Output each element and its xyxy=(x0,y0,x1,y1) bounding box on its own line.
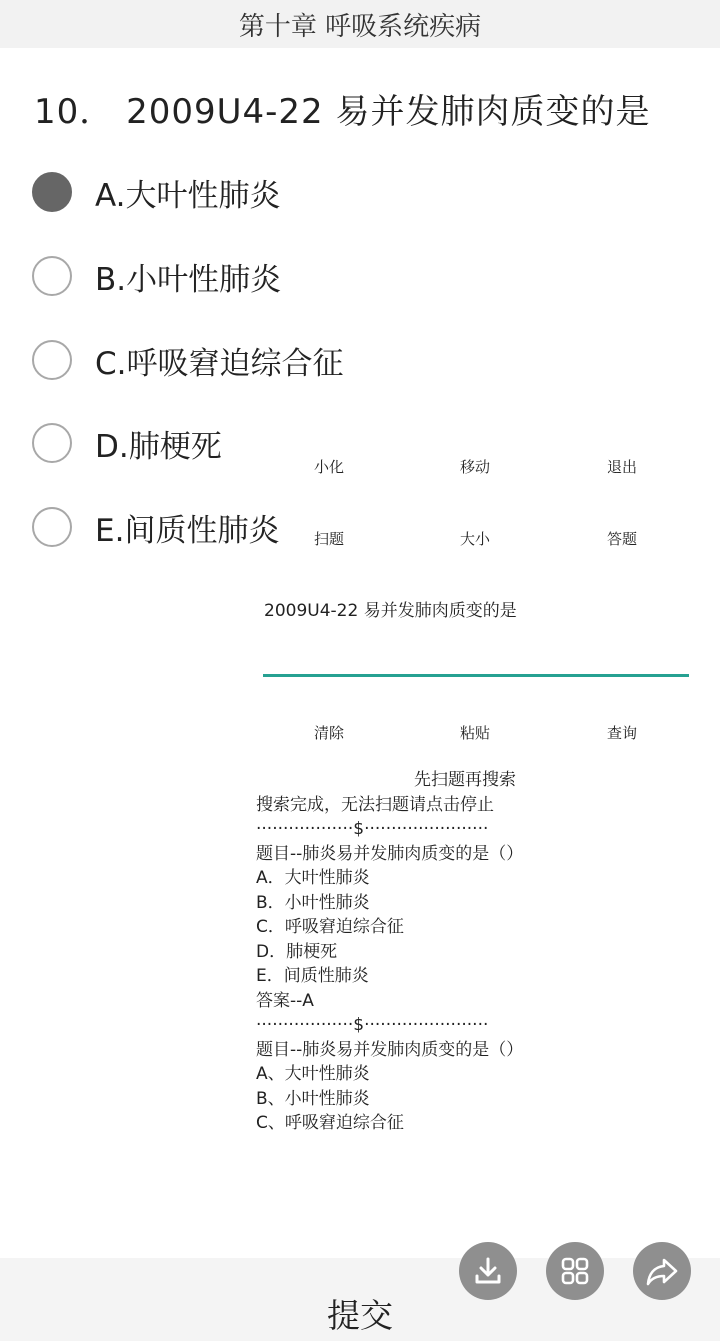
result-separator: ··················$······················· xyxy=(256,819,489,839)
result-line: E．间质性肺炎 xyxy=(256,966,369,986)
chapter-header xyxy=(0,0,720,48)
search-results[interactable] xyxy=(256,768,676,1133)
radio-icon[interactable] xyxy=(32,340,72,380)
option-c-label: C.呼吸窘迫综合征 xyxy=(95,345,344,382)
option-c[interactable] xyxy=(32,338,344,382)
radio-icon[interactable] xyxy=(32,507,72,547)
radio-icon[interactable] xyxy=(32,256,72,296)
result-line: B、小叶性肺炎 xyxy=(256,1088,370,1109)
radio-icon[interactable] xyxy=(32,423,72,463)
option-d-label: D.肺梗死 xyxy=(95,428,222,465)
share-icon xyxy=(644,1253,680,1289)
option-b-label: B.小叶性肺炎 xyxy=(95,261,282,298)
result-line: B．小叶性肺炎 xyxy=(256,892,370,913)
download-icon xyxy=(471,1254,505,1288)
result-line: D．肺梗死 xyxy=(256,941,338,962)
answer-button[interactable]: 答题 xyxy=(606,530,638,548)
option-d[interactable] xyxy=(32,421,222,465)
query-button[interactable]: 查询 xyxy=(606,724,638,742)
result-line: 题目--肺炎易并发肺肉质变的是（） xyxy=(256,843,524,864)
move-button[interactable]: 移动 xyxy=(459,458,491,476)
share-button[interactable] xyxy=(633,1242,691,1300)
download-button[interactable] xyxy=(459,1242,517,1300)
result-line: 搜索完成，无法扫题请点击停止 xyxy=(256,794,494,815)
option-a[interactable] xyxy=(32,170,281,214)
chapter-title: 第十章 呼吸系统疾病 xyxy=(238,11,482,42)
resize-button[interactable]: 大小 xyxy=(459,530,491,548)
result-separator: ··················$······················· xyxy=(256,1015,489,1035)
results-heading: 先扫题再搜索 xyxy=(414,770,516,790)
search-overlay xyxy=(250,440,720,1133)
result-line: C．呼吸窘迫综合征 xyxy=(256,917,404,937)
result-line: A、大叶性肺炎 xyxy=(256,1064,370,1084)
radio-selected-icon[interactable] xyxy=(32,172,72,212)
result-line: C、呼吸窘迫综合征 xyxy=(256,1113,404,1133)
option-b[interactable] xyxy=(32,254,281,298)
question-title: 10． 2009U4-22 易并发肺肉质变的是 xyxy=(34,92,651,132)
minimize-button[interactable]: 小化 xyxy=(313,458,345,476)
search-input-underline xyxy=(263,674,689,677)
option-e[interactable] xyxy=(32,505,279,549)
option-a-label: A.大叶性肺炎 xyxy=(95,177,281,214)
grid-icon xyxy=(558,1254,592,1288)
grid-button[interactable] xyxy=(546,1242,604,1300)
exit-button[interactable]: 退出 xyxy=(606,458,638,476)
option-e-label: E.间质性肺炎 xyxy=(95,512,280,549)
result-line: 题目--肺炎易并发肺肉质变的是（） xyxy=(256,1039,524,1060)
search-input[interactable]: 2009U4-22 易并发肺肉质变的是 xyxy=(264,601,517,621)
result-line: A．大叶性肺炎 xyxy=(256,868,370,888)
paste-button[interactable]: 粘贴 xyxy=(459,724,491,742)
clear-button[interactable]: 清除 xyxy=(313,724,345,742)
submit-button[interactable]: 提交 xyxy=(327,1296,393,1335)
result-line: 答案--A xyxy=(256,990,314,1011)
scan-question-button[interactable]: 扫题 xyxy=(313,530,345,548)
